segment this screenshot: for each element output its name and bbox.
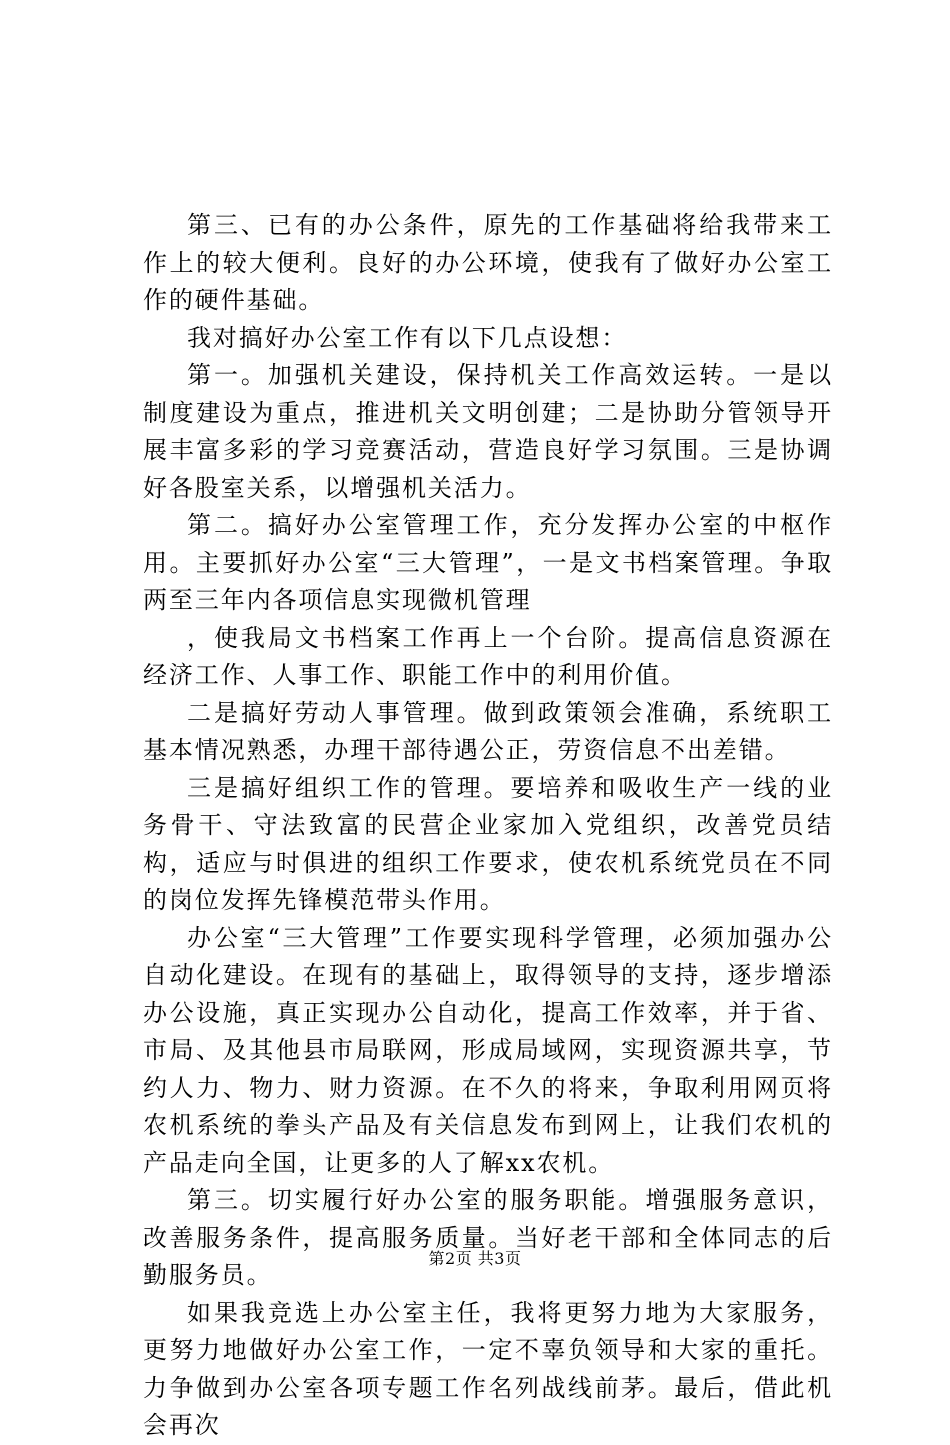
paragraph-10: 如果我竞选上办公室主任，我将更努力地为大家服务，更努力地做好办公室工作，一定不辜负领导和大家的重托。力争做到办公室各项专题工作名列战线前茅。最后，借此机会再次 — [143, 1298, 833, 1439]
paragraph-6: 二是搞好劳动人事管理。做到政策领会准确，系统职工基本情况熟悉，办理干部待遇公正，劳资信息不出差错。 — [143, 698, 833, 764]
paragraph-3: 第一。加强机关建设，保持机关工作高效运转。一是以制度建设为重点，推进机关文明创建；二是协助分管领导开展丰富多彩的学习竞赛活动，营造良好学习氛围。三是协调好各股室关系，以增强机关活力。 — [143, 361, 833, 502]
page-footer — [0, 1246, 950, 1269]
paragraph-8: 办公室“三大管理”工作要实现科学管理，必须加强办公自动化建设。在现有的基础上，取得领导的支持，逐步增添办公设施，真正实现办公自动化，提高工作效率，并于省、市局、及其他县市局联网，形成局域网，实现资源共享，节约人力、物力、财力资源。在不久的将来，争取利用网页将农机系统的拳头产品及有关信息发布到网上，让我们农机的产品走向全国，让更多的人了解xx农机。 — [143, 923, 833, 1177]
paragraph-9: 第三。切实履行好办公室的服务职能。增强服务意识，改善服务条件，提高服务质量。当好老干部和全体同志的后勤服务员。 — [143, 1186, 833, 1289]
paragraph-1: 第三、已有的办公条件，原先的工作基础将给我带来工作上的较大便利。良好的办公环境，使我有了做好办公室工作的硬件基础。 — [143, 211, 833, 314]
page-number-label: 第2页 共3页 — [428, 1249, 522, 1268]
paragraph-2: 我对搞好办公室工作有以下几点设想： — [187, 323, 628, 352]
paragraph-7: 三是搞好组织工作的管理。要培养和吸收生产一线的业务骨干、守法致富的民营企业家加入党组织，改善党员结构，适应与时俱进的组织工作要求，使农机系统党员在不同的岗位发挥先锋模范带头作用。 — [143, 773, 833, 914]
paragraph-5: ，使我局文书档案工作再上一个台阶。提高信息资源在经济工作、人事工作、职能工作中的利用价值。 — [143, 623, 833, 689]
paragraph-4: 第二。搞好办公室管理工作，充分发挥办公室的中枢作用。主要抓好办公室“三大管理”，一是文书档案管理。争取两至三年内各项信息实现微机管理 — [143, 511, 833, 614]
